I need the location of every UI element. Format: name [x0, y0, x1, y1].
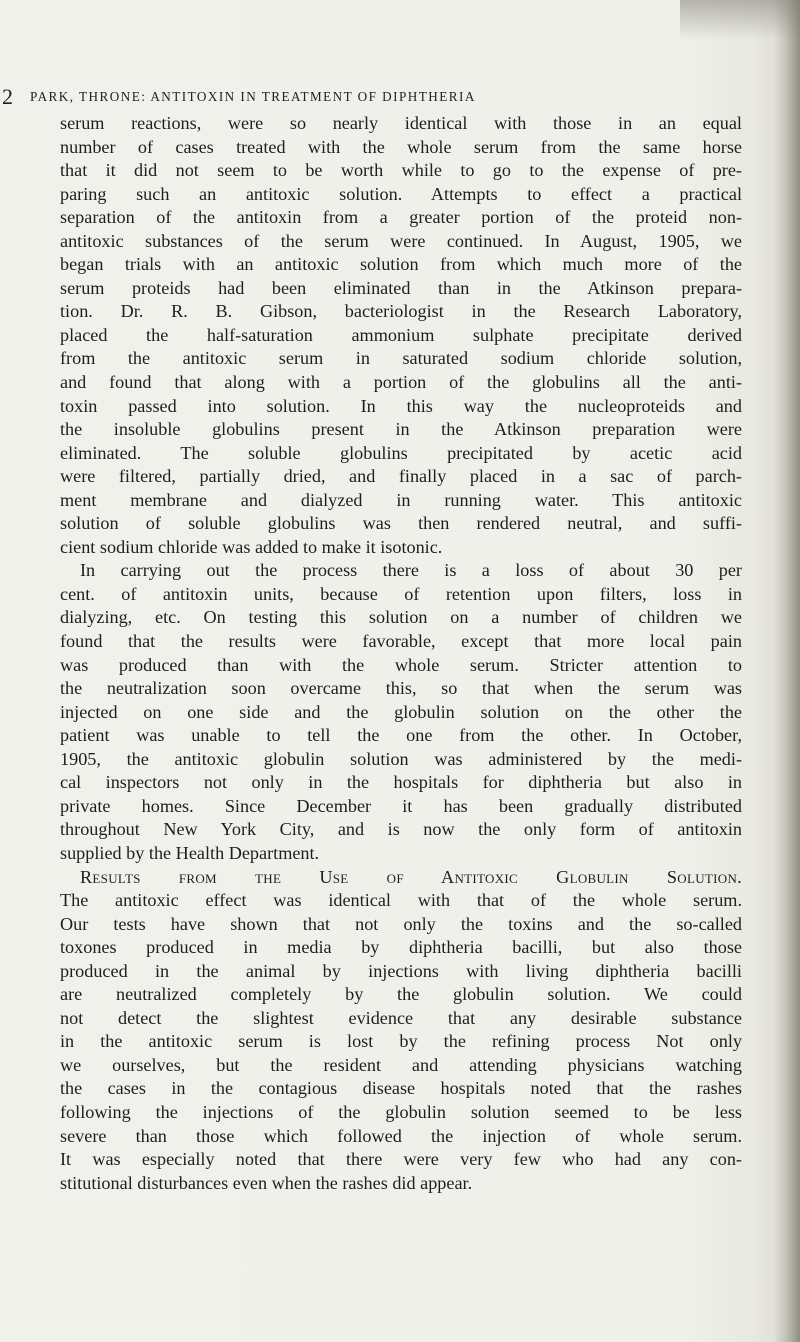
text-line: was produced than with the whole serum. Stricter attention to — [60, 654, 742, 675]
paragraph-3 — [60, 866, 742, 1196]
body-text — [60, 112, 742, 1195]
paragraph-2 — [60, 559, 742, 865]
text-line: following the injections of the globulin solution seemed to be less — [60, 1101, 742, 1122]
text-line: that it did not seem to be worth while to go to the expense of pre- — [60, 160, 742, 181]
text-line: we ourselves, but the resident and attending physicians watching — [60, 1054, 742, 1075]
text-line: are neutralized completely by the globulin solution. We could — [60, 984, 742, 1005]
text-line: were filtered, partially dried, and finally placed in a sac of parch- — [60, 466, 742, 487]
text-line: stitutional disturbances even when the rashes did appear. — [60, 1172, 473, 1193]
text-line: toxones produced in media by diphtheria bacilli, but also those — [60, 937, 742, 958]
text-line: the neutralization soon overcame this, so that when the serum was — [60, 678, 742, 699]
text-line: ment membrane and dialyzed in running water. This antitoxic — [60, 489, 742, 510]
text-line: from the antitoxic serum in saturated sodium chloride solution, — [60, 348, 742, 369]
text-line: in the antitoxic serum is lost by the refining process Not only — [60, 1031, 742, 1052]
text-line: paring such an antitoxic solution. Attempts to effect a practical — [60, 183, 742, 204]
text-line: serum reactions, were so nearly identical with those in an equal — [60, 113, 742, 133]
text-line: injected on one side and the globulin solution on the other the — [60, 701, 742, 722]
text-line: and found that along with a portion of the globulins all the anti- — [60, 372, 742, 393]
text-line: tion. Dr. R. B. Gibson, bacteriologist in the Research Laboratory, — [60, 301, 742, 322]
text-line: The antitoxic effect was identical with that of the whole serum. — [60, 890, 742, 911]
text-line: dialyzing, etc. On testing this solution on a number of children we — [60, 607, 742, 628]
text-line: In carrying out the process there is a loss of about 30 per — [80, 560, 742, 581]
text-line: supplied by the Health Department. — [60, 842, 320, 863]
text-line: private homes. Since December it has been gradually distributed — [60, 795, 742, 816]
text-line: It was especially noted that there were very few who had any con- — [60, 1149, 742, 1170]
text-line: Our tests have shown that not only the toxins and the so-called — [60, 913, 742, 934]
text-line: separation of the antitoxin from a greater portion of the proteid non- — [60, 207, 742, 228]
text-line: cient sodium chloride was added to make it isotonic. — [60, 536, 443, 557]
text-line: antitoxic substances of the serum were continued. In August, 1905, we — [60, 230, 742, 251]
text-line: the insoluble globulins present in the Atkinson preparation were — [60, 419, 742, 440]
text-line: produced in the animal by injections with living diphtheria bacilli — [60, 960, 742, 981]
text-line: the cases in the contagious disease hospitals noted that the rashes — [60, 1078, 742, 1099]
text-line: severe than those which followed the injection of whole serum. — [60, 1125, 742, 1146]
text-line: cent. of antitoxin units, because of retention upon filters, loss in — [60, 583, 742, 604]
scan-shadow-edge — [774, 0, 800, 1342]
paragraph-1 — [60, 112, 742, 559]
text-line: found that the results were favorable, except that more local pain — [60, 631, 742, 652]
page-header — [0, 84, 800, 114]
text-line: 1905, the antitoxic globulin solution was administered by the medi- — [60, 748, 742, 769]
text-line: placed the half-saturation ammonium sulphate precipitate derived — [60, 324, 742, 345]
page-number: 2 — [2, 84, 13, 109]
running-title: PARK, THRONE: ANTITOXIN IN TREATMENT OF DIPHTHERIA — [30, 89, 476, 104]
text-line: patient was unable to tell the one from the other. In October, — [60, 725, 742, 746]
text-line: toxin passed into solution. In this way the nucleoproteids and — [60, 395, 742, 416]
text-line: eliminated. The soluble globulins precipitated by acetic acid — [60, 442, 742, 463]
text-line: cal inspectors not only in the hospitals for diphtheria but also in — [60, 772, 742, 793]
text-line: serum proteids had been eliminated than in the Atkinson prepara- — [60, 277, 742, 298]
text-line: throughout New York City, and is now the only form of antitoxin — [60, 819, 742, 840]
text-line: began trials with an antitoxic solution from which much more of the — [60, 254, 742, 275]
section-heading: Results from the Use of Antitoxic Globulin Solution. — [80, 866, 742, 887]
text-line: number of cases treated with the whole serum from the same horse — [60, 136, 742, 157]
text-line: solution of soluble globulins was then rendered neutral, and suffi- — [60, 513, 742, 534]
text-line: not detect the slightest evidence that any desirable substance — [60, 1007, 742, 1028]
scan-shadow-corner — [680, 0, 800, 40]
